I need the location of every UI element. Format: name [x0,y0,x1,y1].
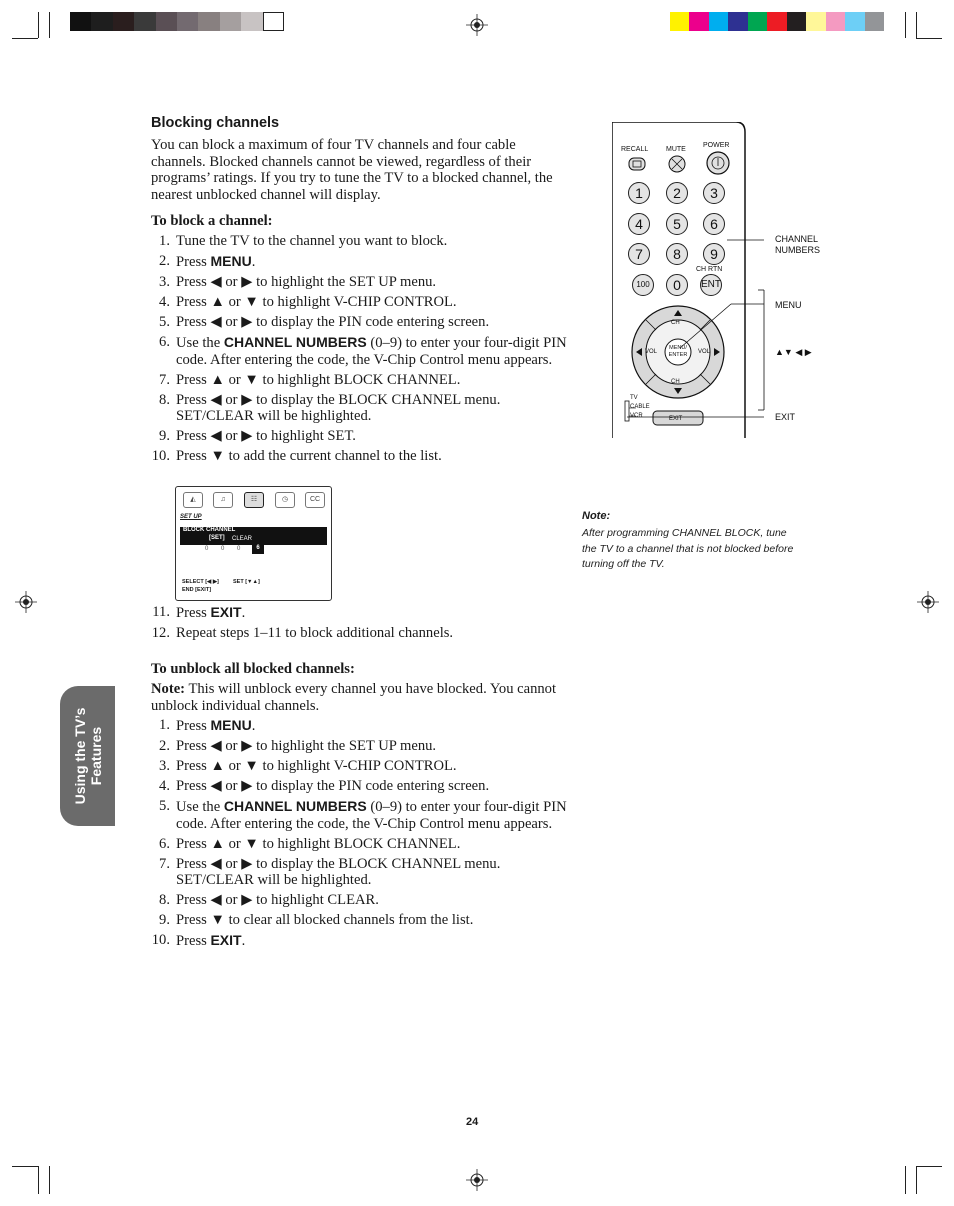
channel-numbers-keyword: CHANNEL NUMBERS [223,798,367,814]
setup-menu-icon: ☷ [244,492,264,508]
left-arrow-icon: ◀ [210,855,222,872]
key-8[interactable]: 8 [666,243,688,265]
up-arrow-icon: ▲ [210,371,225,388]
tv-label: TV [630,395,638,401]
left-arrow-icon: ◀ [210,314,222,330]
arrows-callout: ▲▼ ◀ ▶ [775,347,812,357]
down-arrow-icon: ▼ [244,835,259,852]
channel-numbers-keyword: CHANNEL NUMBERS [223,334,367,350]
osd-slot-3: 0 [237,546,241,552]
list-item: 12. Repeat steps 1–11 to block additional channels. [151,625,454,641]
key-9[interactable]: 9 [703,243,725,265]
key-1[interactable]: 1 [628,182,650,204]
up-arrow-icon: ▲ [210,758,225,774]
mute-label: MUTE [666,146,686,153]
down-arrow-icon: ▼ [244,758,259,774]
list-item: 4. Press ▲ or ▼ to highlight V-CHIP CONTROL. [159,294,457,310]
menu-keyword: MENU [210,253,252,269]
menu-callout: MENU [775,300,802,310]
list-item: 2. Press ◀ or ▶ to highlight the SET UP menu. [159,738,437,754]
key-5[interactable]: 5 [666,213,688,235]
key-4[interactable]: 4 [628,213,650,235]
ch-rtn-label: CH RTN [696,266,723,273]
timer-menu-icon: ◷ [275,492,295,508]
right-arrow-icon: ▶ [241,738,253,754]
key-0[interactable]: 0 [666,274,688,296]
osd-clear-option: CLEAR [232,536,253,542]
down-arrow-icon: ▼ [210,448,225,464]
left-arrow-icon: ◀ [210,274,222,290]
recall-label: RECALL [621,146,649,153]
exit-keyword: EXIT [210,604,242,620]
picture-menu-icon: ◭ [183,492,203,508]
channel-numbers-callout: CHANNEL NUMBERS [775,234,821,255]
left-arrow-icon: ◀ [210,778,222,794]
audio-menu-icon: ♫ [213,492,233,508]
osd-select-hint: SELECT [◀ ▶] [182,579,219,585]
list-item: 5. Use the CHANNEL NUMBERS (0–9) to enter your four-digit PIN code. After entering the code, the V-Chip Control menu appears. [159,798,567,832]
unblock-subheading: To unblock all blocked channels: [151,661,355,677]
list-item: 6. Use the CHANNEL NUMBERS (0–9) to enter your four-digit PIN code. After entering the code, the V-Chip Control menu appears. [159,334,567,368]
osd-slot-1: 0 [205,546,209,552]
osd-slot-2: 0 [221,546,225,552]
down-arrow-icon: ▼ [244,294,259,310]
up-arrow-icon: ▲ [210,294,225,310]
osd-end-hint: END [EXIT] [182,587,212,593]
list-item: 1. Tune the TV to the channel you want to block. [159,233,448,249]
section-heading: Blocking channels [151,115,280,131]
list-item: 6. Press ▲ or ▼ to highlight BLOCK CHANNEL. [159,835,461,852]
osd-slot-4: 6 [252,545,264,554]
list-item: 1. Press MENU. [159,717,256,734]
list-item: 9. Press ◀ or ▶ to highlight SET. [159,428,356,444]
up-arrow-icon: ▲ [210,835,225,852]
vol-right-label: VOL [698,349,711,355]
unblock-note-label: Note: [151,681,186,697]
list-item: 5. Press ◀ or ▶ to display the PIN code entering screen. [159,314,490,330]
right-arrow-icon: ▶ [241,855,253,872]
exit-key-label: EXIT [669,416,683,422]
side-tab-line1: Using the TV’s [71,707,88,805]
right-arrow-icon: ▶ [241,428,253,444]
menu-keyword: MENU [210,717,252,733]
key-6[interactable]: 6 [703,213,725,235]
intro-paragraph: You can block a maximum of four TV channels and four cable channels. Blocked channels cannot be viewed, regardless of their programs’ ratings. If you try to tune the TV to a blocked channel, the nearest unblocked channel will display. [151,137,553,203]
side-tab-line2: Features [87,726,104,786]
list-item: 10. Press ▼ to add the current channel to the list. [151,448,442,464]
ch-down-label: CH [671,379,680,385]
right-arrow-icon: ▶ [241,391,253,408]
list-item: 2. Press MENU. [159,253,256,270]
exit-keyword: EXIT [210,932,242,948]
right-arrow-icon: ▶ [241,274,253,290]
key-100[interactable]: 100 [632,274,654,296]
note-label: Note: [582,510,611,522]
list-item: 7. Press ▲ or ▼ to highlight BLOCK CHANNEL. [159,371,461,388]
left-arrow-icon: ◀ [210,738,222,754]
left-arrow-icon: ◀ [210,391,222,408]
osd-set-hint: SET [▼▲] [233,579,260,585]
right-arrow-icon: ▶ [241,778,253,794]
osd-row-title: BLOCK CHANNEL [183,527,236,533]
list-item: 9. Press ▼ to clear all blocked channels from the list. [159,912,474,928]
page-number: 24 [466,1116,479,1128]
osd-set-option: [SET] [209,535,225,541]
list-item: 7. Press ◀ or ▶ to display the BLOCK CHANNEL menu. SET/CLEAR will be highlighted. [159,855,501,888]
list-item: 4. Press ◀ or ▶ to display the PIN code entering screen. [159,778,490,794]
key-7[interactable]: 7 [628,243,650,265]
list-item: 3. Press ▲ or ▼ to highlight V-CHIP CONTROL. [159,758,457,774]
note-text: After programming CHANNEL BLOCK, tune the TV to a channel that is not blocked before turning off the TV. [582,527,794,570]
cable-label: CABLE [630,404,650,410]
block-subheading: To block a channel: [151,213,273,229]
osd-menu-title: SET UP [180,514,202,520]
unblock-note-text: This will unblock every channel you have blocked. You cannot unblock individual channels. [151,681,557,714]
vcr-label: VCR [630,413,643,419]
down-arrow-icon: ▼ [244,371,259,388]
list-item: 3. Press ◀ or ▶ to highlight the SET UP menu. [159,274,437,290]
left-arrow-icon: ◀ [210,428,222,444]
key-2[interactable]: 2 [666,182,688,204]
key-3[interactable]: 3 [703,182,725,204]
ch-up-label: CH [671,320,680,326]
list-item: 8. Press ◀ or ▶ to highlight CLEAR. [159,892,379,908]
vol-left-label: VOL [645,349,658,355]
key-ent[interactable]: ENT [700,274,722,296]
list-item: 10. Press EXIT. [151,932,246,949]
exit-callout: EXIT [775,412,796,422]
right-arrow-icon: ▶ [241,892,253,908]
cc-menu-icon: CC [305,492,325,508]
left-arrow-icon: ◀ [210,892,222,908]
list-item: 8. Press ◀ or ▶ to display the BLOCK CHANNEL menu. SET/CLEAR will be highlighted. [159,391,501,424]
right-arrow-icon: ▶ [241,314,253,330]
power-label: POWER [703,142,730,149]
menu-enter-label: MENU/ ENTER [668,345,688,358]
list-item: 11. Press EXIT. [152,604,246,621]
down-arrow-icon: ▼ [210,912,225,928]
